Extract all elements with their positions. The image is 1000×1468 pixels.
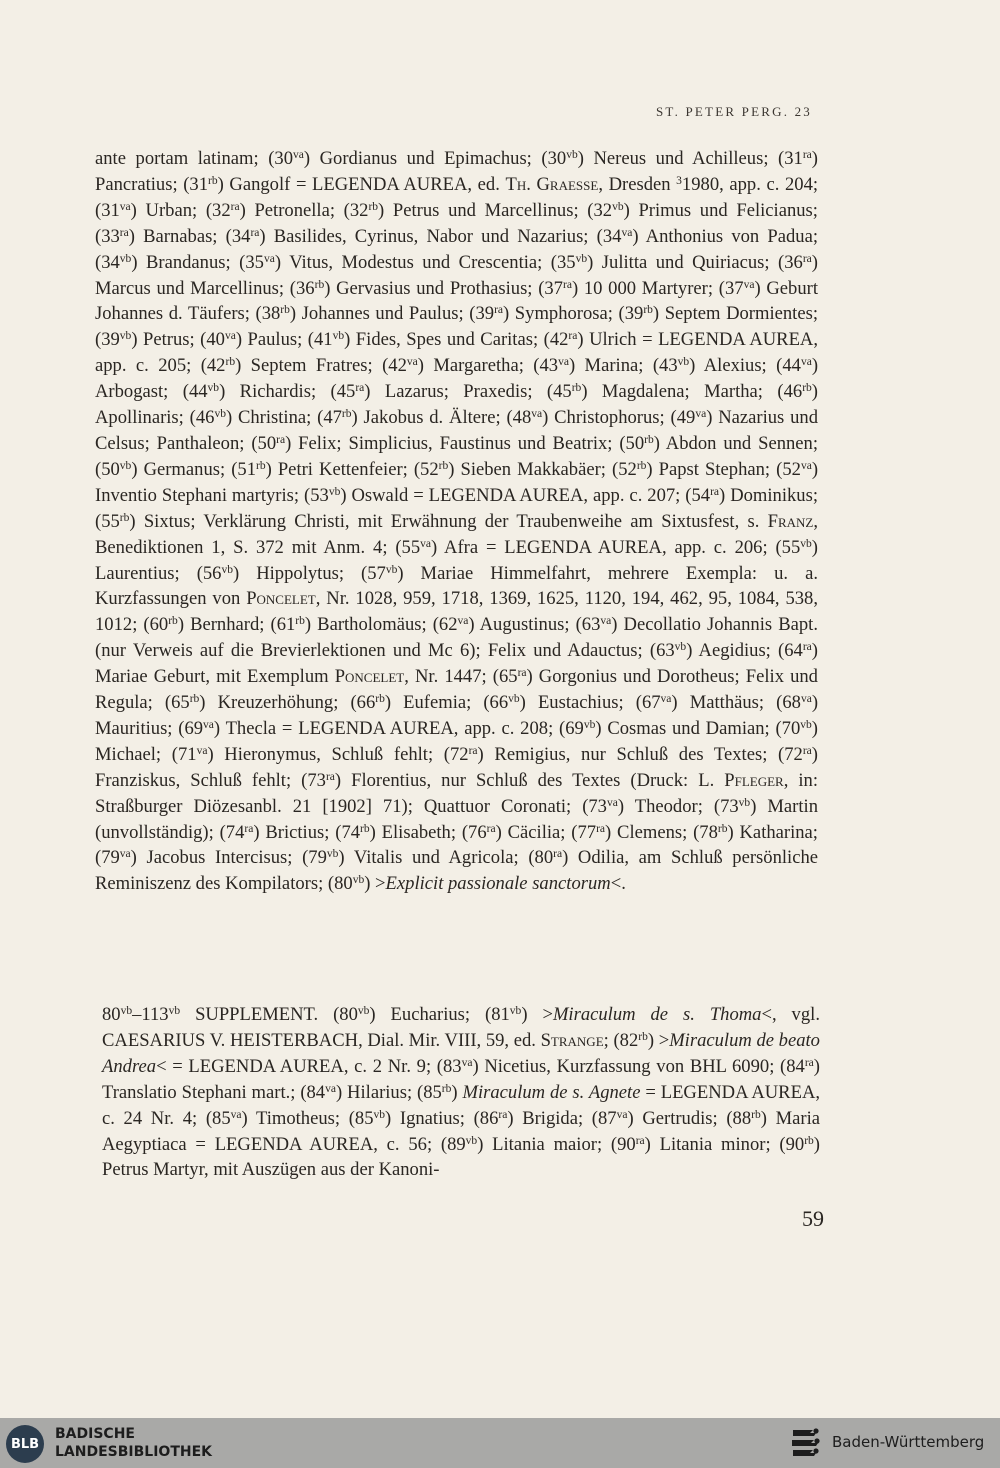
library-name[interactable] xyxy=(55,1425,212,1461)
folio-column-mark: ra xyxy=(468,745,478,758)
folio-column-mark: vb xyxy=(207,382,220,395)
folio-column-mark: ra xyxy=(517,667,527,680)
folio-column-mark: va xyxy=(461,1057,473,1070)
folio-column-mark: rb xyxy=(636,460,647,473)
folio-column-mark: vb xyxy=(119,252,132,265)
author-name: Pfleger xyxy=(724,769,784,791)
folio-column-mark: vb xyxy=(674,641,687,654)
folio-column-mark: va xyxy=(558,356,569,369)
body-paragraph-2: $80^{vb}-113^{vb}$ SUPPLEMENT. $(80^{vb})$ Eucharius; $(81^{vb})$ >Miraculum de s. Thoma<, vgl. CAESARIUS V. HEISTERBACH, Dial. Mir. VIII, 59, ed. Strange; $(82^{rb})$ >Miraculum de beato Andrea< = LEGENDA AUREA, c. 2 Nr. 9; $(83^{va})$ Nicetius, Kurzfassung von BHL 6090; $(84^{ra})$ Translatio Stephani mart.; $(84^{va})$ Hilarius; $(85^{rb})$ Miraculum de s. Agnete = LEGENDA AUREA, c. 24 Nr. 4; $(85^{va})$ Timotheus; $(85^{vb})$ Ignatius; $(86^{ra})$ Brigida; $(87^{va})$ Gertrudis; $(88^{rb})$ Maria Aegyptiaca = LEGENDA AUREA, c. 56; $(89^{vb})$ Litania maior; $(90^{ra})$ Litania minor; $(90^{rb})$ Petrus Martyr, mit Auszügen aus der Kanoni- xyxy=(102,1004,821,1181)
folio-column-mark: vb xyxy=(214,408,226,421)
folio-column-mark: vb xyxy=(509,1005,522,1018)
folio-column-mark: rb xyxy=(225,356,236,369)
folio-column-mark: vb xyxy=(583,719,596,732)
folio-column-mark: ra xyxy=(562,278,572,291)
author-name: Franz xyxy=(767,510,814,532)
folio-column-mark: rb xyxy=(280,304,290,317)
folio-column-mark: rb xyxy=(208,175,218,188)
folio-column-mark: ra xyxy=(355,382,365,395)
blb-logo[interactable] xyxy=(6,1425,44,1463)
author-name: Poncelet xyxy=(334,666,405,688)
folio-column-mark: ra xyxy=(635,1134,645,1147)
folio-column-mark: ra xyxy=(804,1057,814,1070)
folio-column-mark: vb xyxy=(168,1005,181,1018)
folio-column-mark: va xyxy=(293,149,304,162)
library-name-line2: LANDESBIBLIOTHEK xyxy=(55,1444,213,1460)
page-number: 59 xyxy=(802,1206,824,1231)
folio-column-mark: rb xyxy=(644,434,654,447)
folio-column-mark: ra xyxy=(276,434,286,447)
folio-column-mark: rb xyxy=(341,408,352,421)
folio-column-mark: rb xyxy=(168,615,178,628)
folio-column-mark: ra xyxy=(568,330,578,343)
folio-column-mark: vb xyxy=(119,330,132,343)
folio-column-mark: ra xyxy=(325,770,335,783)
folio-column-mark: rb xyxy=(441,1082,452,1095)
folio-column-mark: rb xyxy=(314,278,325,291)
italic-title: Miraculum de beato Andrea xyxy=(102,1029,820,1077)
folio-column-mark: ra xyxy=(119,226,129,239)
library-name-line1: BADISCHE xyxy=(55,1426,135,1442)
author-name: Th. Graesse xyxy=(505,173,599,195)
running-head: ST. PETER PERG. 23 xyxy=(655,104,812,119)
folio-column-mark: va xyxy=(621,226,633,239)
folio-column-mark: rb xyxy=(717,822,728,835)
folio-column-mark: va xyxy=(800,693,812,706)
folio-column-mark: va xyxy=(119,201,131,214)
folio-column-mark: ra xyxy=(802,641,812,654)
author-name: Poncelet xyxy=(246,588,316,610)
folio-column-mark: 3 xyxy=(676,175,682,188)
body-paragraph-1: ante portam latinam; $(30^{va})$ Gordianus und Epimachus; $(30^{vb})$ Nereus und Achilleus; $(31^{ra})$ Pancratius; $(31^{rb})$ Gangolf = LEGENDA AUREA, ed. Th. Graesse, Dresden $^3$1980, app. c. 204; $(31^{va})$ Urban; $(32^{ra})$ Petronella; $(32^{rb})$ Petrus und Marcellinus; $(32^{vb})$ Primus und Felicianus; $(33^{ra})$ Barnabas; $(34^{ra})$ Basilides, Cyrinus, Nabor und Nazarius; $(34^{va})$ Anthonius von Padua; $(34^{vb})$ Brandanus; $(35^{va})$ Vitus, Modestus und Crescentia; $(35^{vb})$ Julitta und Quiriacus; $(36^{ra})$ Marcus und Marcellinus; $(36^{rb})$ Gervasius und Prothasius; $(37^{ra})$ 10 000 Martyrer; $(37^{va})$ Geburt Johannes d. Täufers; $(38^{rb})$ Johannes und Paulus; $(39^{ra})$ Symphorosa; $(39^{rb})$ Septem Dormientes; $(39^{vb})$ Petrus; $(40^{va})$ Paulus; $(41^{vb})$ Fides, Spes und Caritas; $(42^{ra})$ Ulrich = LEGENDA AUREA, app. c. 205; $(42^{rb})$ Septem Fratres; $(42^{va})$ Margaretha; $(43^{va})$ Marina; $(43^{vb})$ Alexius; $(44^{va})$ Arbogast; $(44^{vb})$ Richardis; $(45^{ra})$ Lazarus; Praxedis; $(45^{rb})$ Magdalena; Martha; $(46^{rb})$ Apollinaris; $(46^{vb})$ Christina; $(47^{rb})$ Jakobus d. Ältere; $(48^{va})$ Christophorus; $(49^{va})$ Nazarius und Celsus; Panthaleon; $(50^{ra})$ Felix; Simplicius, Faustinus und Beatrix; $(50^{rb})$ Abdon und Sennen; $(50^{vb})$ Germanus; $(51^{rb})$ Petri Kettenfeier; $(52^{rb})$ Sieben Makkabäer; $(52^{rb})$ Papst Stephan; $(52^{va})$ Inventio Stephani martyris; $(53^{vb})$ Oswald = LEGENDA AUREA, app. c. 207; $(54^{ra})$ Dominikus; $(55^{rb})$ Sixtus; Verklärung Christi, mit Erwähnung der Traubenweihe am Sixtusfest, s. Franz, Benediktionen 1, S. 372 mit Anm. 4; $(55^{va})$ Afra = LEGENDA AUREA, app. c. 206; $(55^{vb})$ Laurentius; $(56^{vb})$ Hippolytus; $(57^{vb})$ Mariae Himmelfahrt, mehrere Exempla: u. a. Kurzfassungen von Poncelet, Nr. 1028, 959, 1718, 1369, 1625, 1120, 194, 462, 95, 1084, 538, 1012; $(60^{rb})$ Bernhard; $(61^{rb})$ Bartholomäus; $(62^{va})$ Augustinus; $(63^{va})$ Decollatio Johannis Bapt. (nur Verweis auf die Brevierlektionen und Mc 6); Felix und Adauctus; $(63^{vb})$ Aegidius; $(64^{ra})$ Mariae Geburt, mit Exemplum Poncelet, Nr. 1447; $(65^{ra})$ Gorgonius und Dorotheus; Felix und Regula; $(65^{rb})$ Kreuzerhöhung; $(66^{rb})$ Eufemia; $(66^{vb})$ Eustachius; $(67^{va})$ Matthäus; $(68^{va})$ Mauritius; $(69^{va})$ Thecla = LEGENDA AUREA, app. c. 208; $(69^{vb})$ Cosmas und Damian; $(70^{vb})$ Michael; $(71^{va})$ Hieronymus, Schluß fehlt; $(72^{ra})$ Remigius, nur Schluß des Textes; $(72^{ra})$ Franziskus, Schluß fehlt; $(73^{ra})$ Florentius, nur Schluß des Textes (Druck: L. Pfleger, in: Straßburger Diözesanbl. 21 [1902] 71); Quattuor Coronati; $(73^{va})$ Theodor; $(73^{vb})$ Martin (unvollständig); $(74^{ra})$ Brictius; $(74^{rb})$ Elisabeth; $(76^{ra})$ Cäcilia; $(77^{ra})$ Clemens; $(78^{rb})$ Katharina; $(79^{va})$ Jacobus Intercisus; $(79^{vb})$ Vitalis und Agricola; $(80^{ra})$ Odilia, am Schluß persönliche Reminiszenz des Kompilators; $(80^{vb})$ >Explicit passionale sanctorum<. xyxy=(95,148,819,895)
folio-column-mark: vb xyxy=(357,1005,370,1018)
folio-column-mark: va xyxy=(224,330,236,343)
folio-column-mark: ra xyxy=(498,1108,508,1121)
folio-column-mark: rb xyxy=(802,382,812,395)
folio-column-mark: ra xyxy=(802,252,812,265)
folio-column-mark: ra xyxy=(244,822,254,835)
folio-column-mark: vb xyxy=(332,330,345,343)
folio-column-mark: rb xyxy=(368,201,379,214)
folio-column-mark: va xyxy=(263,252,275,265)
folio-column-mark: va xyxy=(406,356,418,369)
folio-column-mark: ra xyxy=(596,822,606,835)
folio-column-mark: vb xyxy=(612,201,624,214)
folio-column-mark: rb xyxy=(438,460,449,473)
folio-column-mark: rb xyxy=(638,1031,648,1044)
folio-column-mark: rb xyxy=(804,1134,814,1147)
folio-column-mark: rb xyxy=(295,615,305,628)
folio-column-mark: rb xyxy=(571,382,582,395)
folio-column-mark: vb xyxy=(119,460,132,473)
folio-column-mark: va xyxy=(695,408,707,421)
folio-column-mark: vb xyxy=(677,356,690,369)
folio-column-mark: rb xyxy=(643,304,653,317)
folio-column-mark: va xyxy=(600,615,612,628)
folio-column-mark: va xyxy=(457,615,469,628)
folio-column-mark: va xyxy=(531,408,543,421)
folio-column-mark: vb xyxy=(373,1108,386,1121)
folio-column-mark: vb xyxy=(326,848,339,861)
folio-column-mark: ra xyxy=(494,304,504,317)
folio-column-mark: ra xyxy=(486,822,496,835)
folio-column-mark: rb xyxy=(751,1108,761,1121)
folio-column-mark: ra xyxy=(553,848,563,861)
italic-title: Miraculum de s. Agnete xyxy=(462,1081,641,1103)
folio-column-mark: va xyxy=(325,1082,336,1095)
folio-column-mark: rb xyxy=(256,460,266,473)
folio-column-mark: rb xyxy=(375,693,385,706)
folio-column-mark: va xyxy=(606,796,618,809)
folio-column-mark: ra xyxy=(802,149,812,162)
folio-column-mark: ra xyxy=(250,226,260,239)
folio-column-mark: vb xyxy=(352,874,365,887)
folio-column-mark: va xyxy=(203,719,214,732)
state-name[interactable]: Baden-Württemberg xyxy=(832,1433,985,1451)
folio-column-mark: vb xyxy=(800,719,812,732)
folio-column-mark: va xyxy=(420,537,432,550)
folio-column-mark: va xyxy=(800,460,812,473)
folio-column-mark: vb xyxy=(575,252,588,265)
folio-column-mark: ra xyxy=(230,201,240,214)
folio-column-mark: rb xyxy=(119,511,130,524)
folio-column-mark: vb xyxy=(566,149,578,162)
folio-column-mark: rb xyxy=(189,693,200,706)
folio-column-mark: va xyxy=(660,693,672,706)
folio-column-mark: ra xyxy=(802,745,812,758)
folio-column-mark: vb xyxy=(221,563,233,576)
folio-column-mark: vb xyxy=(385,563,398,576)
italic-title: Miraculum de s. Thoma xyxy=(552,1004,762,1025)
folio-column-mark: vb xyxy=(738,796,751,809)
italic-title: Explicit passionale sanctorum xyxy=(385,873,611,895)
folio-column-mark: vb xyxy=(120,1005,133,1018)
folio-column-mark: vb xyxy=(508,693,520,706)
folio-column-mark: va xyxy=(230,1108,242,1121)
folio-column-mark: vb xyxy=(465,1134,478,1147)
folio-column-mark: va xyxy=(616,1108,628,1121)
folio-column-mark: va xyxy=(743,278,755,291)
library-footer xyxy=(0,1418,1000,1468)
baden-wuerttemberg-lions-icon xyxy=(789,1424,825,1462)
folio-column-mark: va xyxy=(196,745,208,758)
folio-column-mark: va xyxy=(800,356,812,369)
author-name: Strange xyxy=(540,1029,604,1051)
folio-column-mark: rb xyxy=(360,822,370,835)
folio-column-mark: vb xyxy=(800,537,812,550)
blb-logo-text: BLB xyxy=(10,1436,40,1452)
folio-column-mark: ra xyxy=(710,486,720,499)
folio-column-mark: vb xyxy=(328,486,341,499)
folio-column-mark: va xyxy=(119,848,131,861)
